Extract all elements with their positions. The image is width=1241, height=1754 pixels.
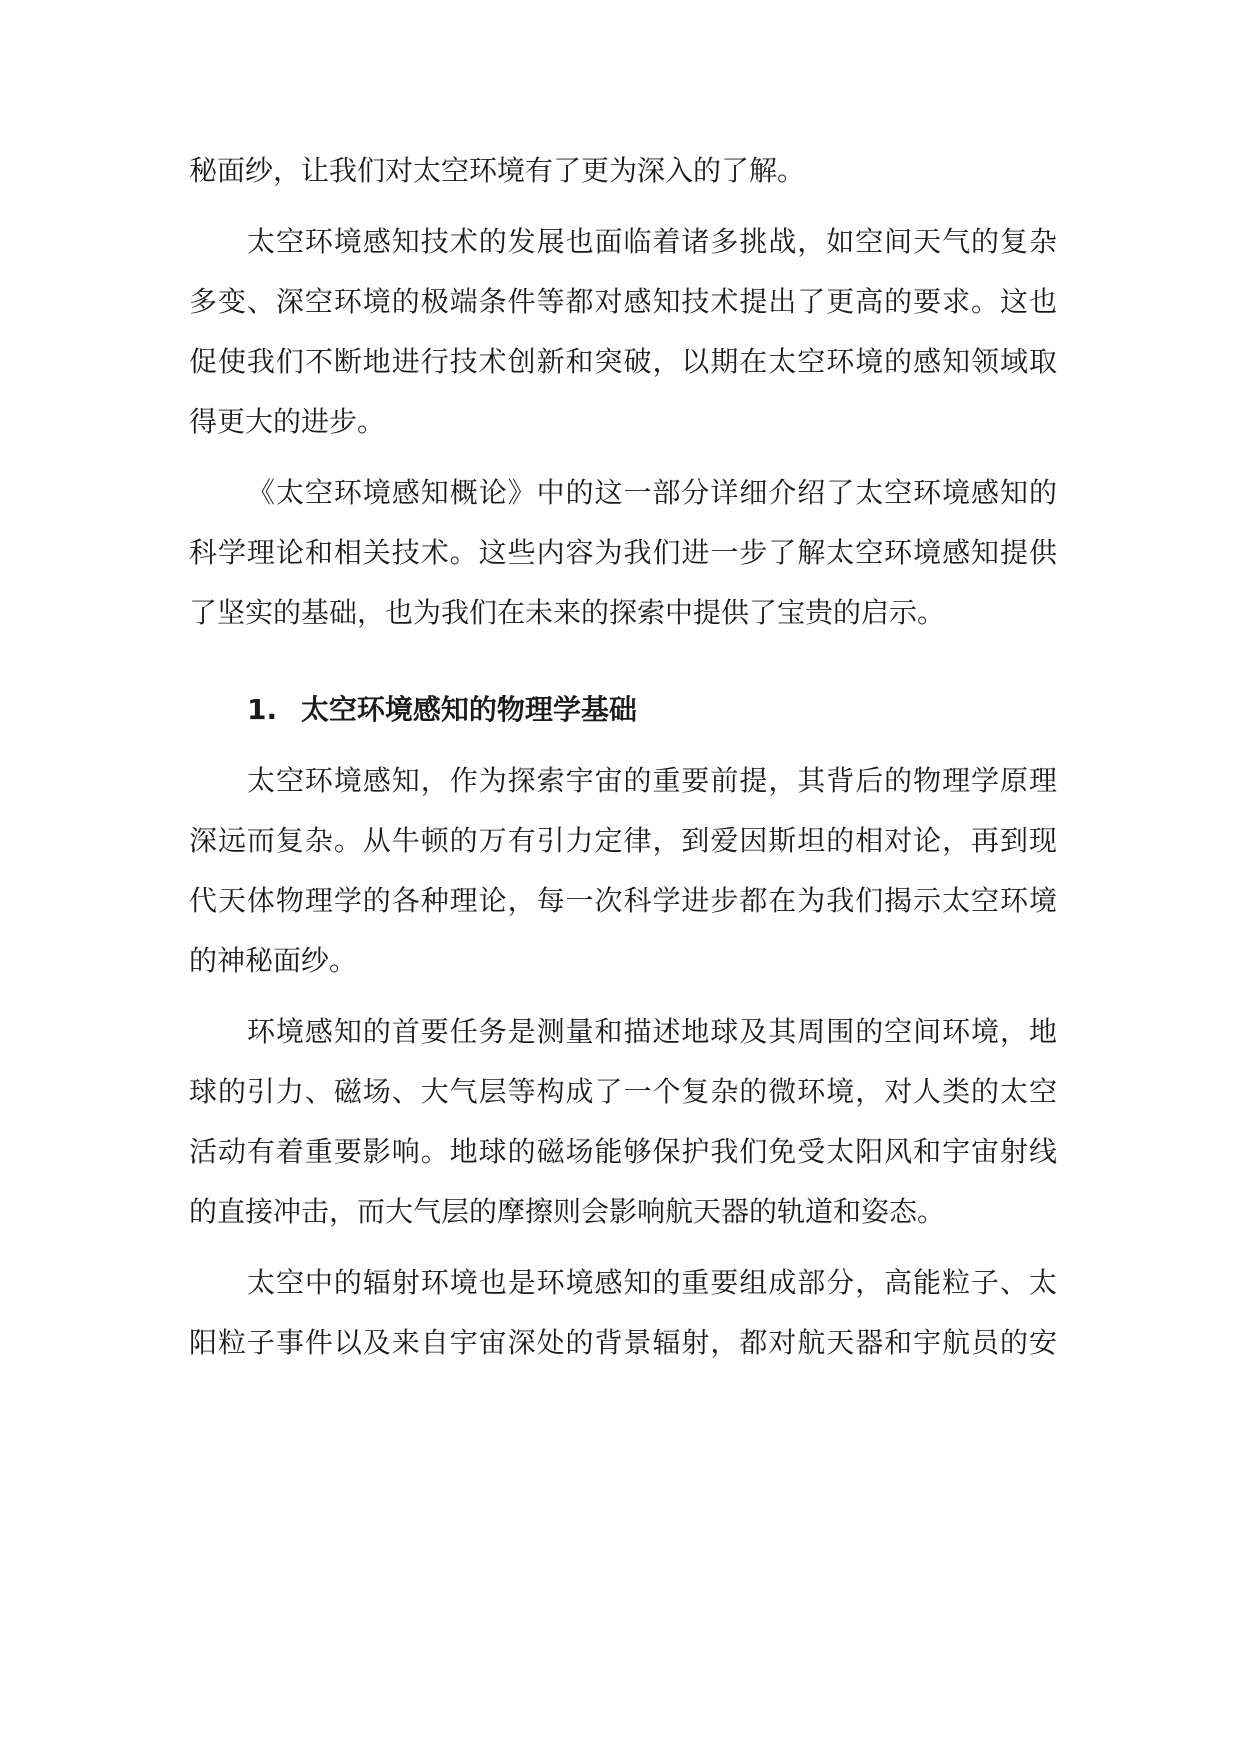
paragraph: [189, 463, 1057, 643]
paragraph: [189, 751, 1057, 991]
text-line: 环境感知的首要任务是测量和描述地球及其周围的空间环境，地: [247, 1015, 1057, 1048]
text-line: 球的引力、磁场、大气层等构成了一个复杂的微环境，对人类的太空: [189, 1075, 1057, 1108]
paragraph: [189, 1002, 1057, 1242]
section-number: 1.: [247, 693, 278, 726]
text-line: 太空环境感知，作为探索宇宙的重要前提，其背后的物理学原理: [247, 764, 1057, 797]
text-line: 多变、深空环境的极端条件等都对感知技术提出了更高的要求。这也: [189, 285, 1057, 318]
text-line: 太空中的辐射环境也是环境感知的重要组成部分，高能粒子、太: [247, 1266, 1057, 1299]
document-page: [189, 141, 1057, 1373]
paragraph: [189, 1253, 1057, 1373]
text-line: 得更大的进步。: [189, 405, 386, 438]
section-heading: [189, 680, 1057, 740]
text-line: 的神秘面纱。: [189, 944, 358, 977]
text-line: 促使我们不断地进行技术创新和突破，以期在太空环境的感知领域取: [189, 345, 1057, 378]
text-line: 秘面纱，让我们对太空环境有了更为深入的了解。: [189, 154, 806, 187]
section-title: 太空环境感知的物理学基础: [300, 693, 637, 726]
text-line: 深远而复杂。从牛顿的万有引力定律，到爱因斯坦的相对论，再到现: [189, 824, 1057, 857]
paragraph: [189, 212, 1057, 452]
text-line: 活动有着重要影响。地球的磁场能够保护我们免受太阳风和宇宙射线: [189, 1135, 1057, 1168]
paragraph: [189, 141, 1057, 201]
text-line: 了坚实的基础，也为我们在未来的探索中提供了宝贵的启示。: [189, 596, 946, 629]
text-line: 阳粒子事件以及来自宇宙深处的背景辐射，都对航天器和宇航员的安: [189, 1326, 1057, 1359]
text-line: 太空环境感知技术的发展也面临着诸多挑战，如空间天气的复杂: [247, 225, 1057, 258]
text-line: 《太空环境感知概论》中的这一部分详细介绍了太空环境感知的: [247, 476, 1057, 509]
text-line: 科学理论和相关技术。这些内容为我们进一步了解太空环境感知提供: [189, 536, 1057, 569]
text-line: 代天体物理学的各种理论，每一次科学进步都在为我们揭示太空环境: [189, 884, 1057, 917]
text-line: 的直接冲击，而大气层的摩擦则会影响航天器的轨道和姿态。: [189, 1195, 946, 1228]
